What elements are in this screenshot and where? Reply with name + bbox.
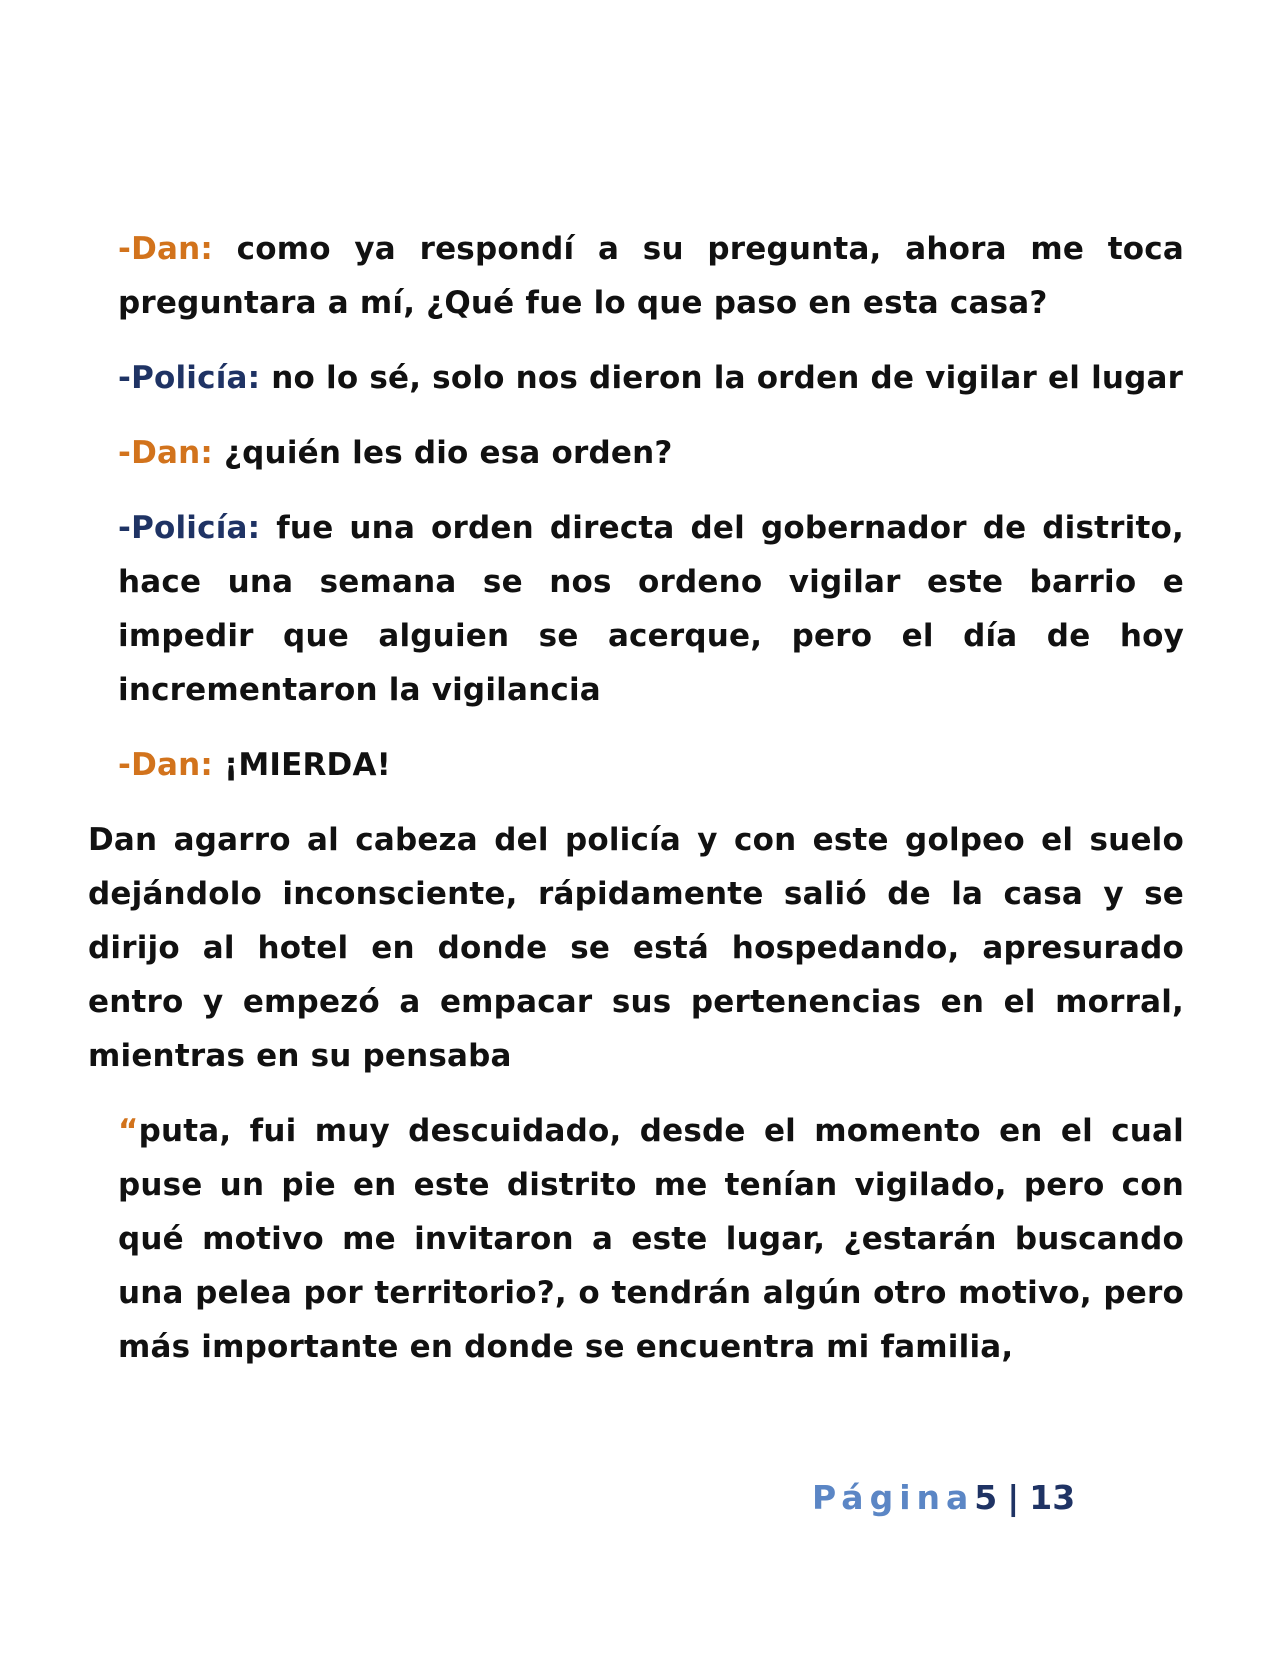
dialogue-line	[118, 501, 1184, 717]
page-number: 5	[974, 1478, 998, 1517]
page-footer	[812, 1478, 1075, 1517]
dialogue-line	[118, 351, 1184, 405]
dialogue-line	[118, 222, 1184, 330]
speaker-label: -Dan:	[118, 231, 213, 267]
speaker-label: -Policía:	[118, 510, 261, 546]
dialogue-text: ¡MIERDA!	[223, 747, 392, 783]
dialogue-text: ¿quién les dio esa orden?	[223, 435, 673, 471]
speaker-label: -Dan:	[118, 435, 213, 471]
dialogue-text: como ya respondí a su pregunta, ahora me toca preguntara a mí, ¿Qué fue lo que paso en esta casa?	[118, 231, 1184, 321]
page-content	[88, 222, 1184, 1395]
page-label: Página	[812, 1478, 975, 1517]
dialogue-line	[118, 426, 1184, 480]
open-quote-mark: “	[118, 1113, 139, 1149]
narration-paragraph: Dan agarro al cabeza del policía y con este golpeo el suelo dejándolo inconsciente, rápidamente salió de la casa y se dirijo al hotel en donde se está hospedando, apresurado entro y empezó a empacar sus pertenencias en el morral, mientras en su pensaba	[88, 822, 1184, 1074]
page-total: 13	[1029, 1478, 1076, 1517]
speaker-label: -Policía:	[118, 360, 261, 396]
page-separator: |	[1007, 1478, 1020, 1517]
dialogue-text: no lo sé, solo nos dieron la orden de vigilar el lugar	[271, 360, 1184, 396]
thought-paragraph	[118, 1104, 1184, 1374]
speaker-label: -Dan:	[118, 747, 213, 783]
dialogue-line	[118, 738, 1184, 792]
thought-text: puta, fui muy descuidado, desde el momento en el cual puse un pie en este distrito me tenían vigilado, pero con qué motivo me invitaron a este lugar, ¿estarán buscando una pelea por territorio?, o tendrán algún otro motivo, pero más importante en donde se encuentra mi familia,	[118, 1113, 1184, 1365]
dialogue-text: fue una orden directa del gobernador de distrito, hace una semana se nos ordeno vigilar este barrio e impedir que alguien se acerque, pero el día de hoy incrementaron la vigilancia	[118, 510, 1184, 708]
